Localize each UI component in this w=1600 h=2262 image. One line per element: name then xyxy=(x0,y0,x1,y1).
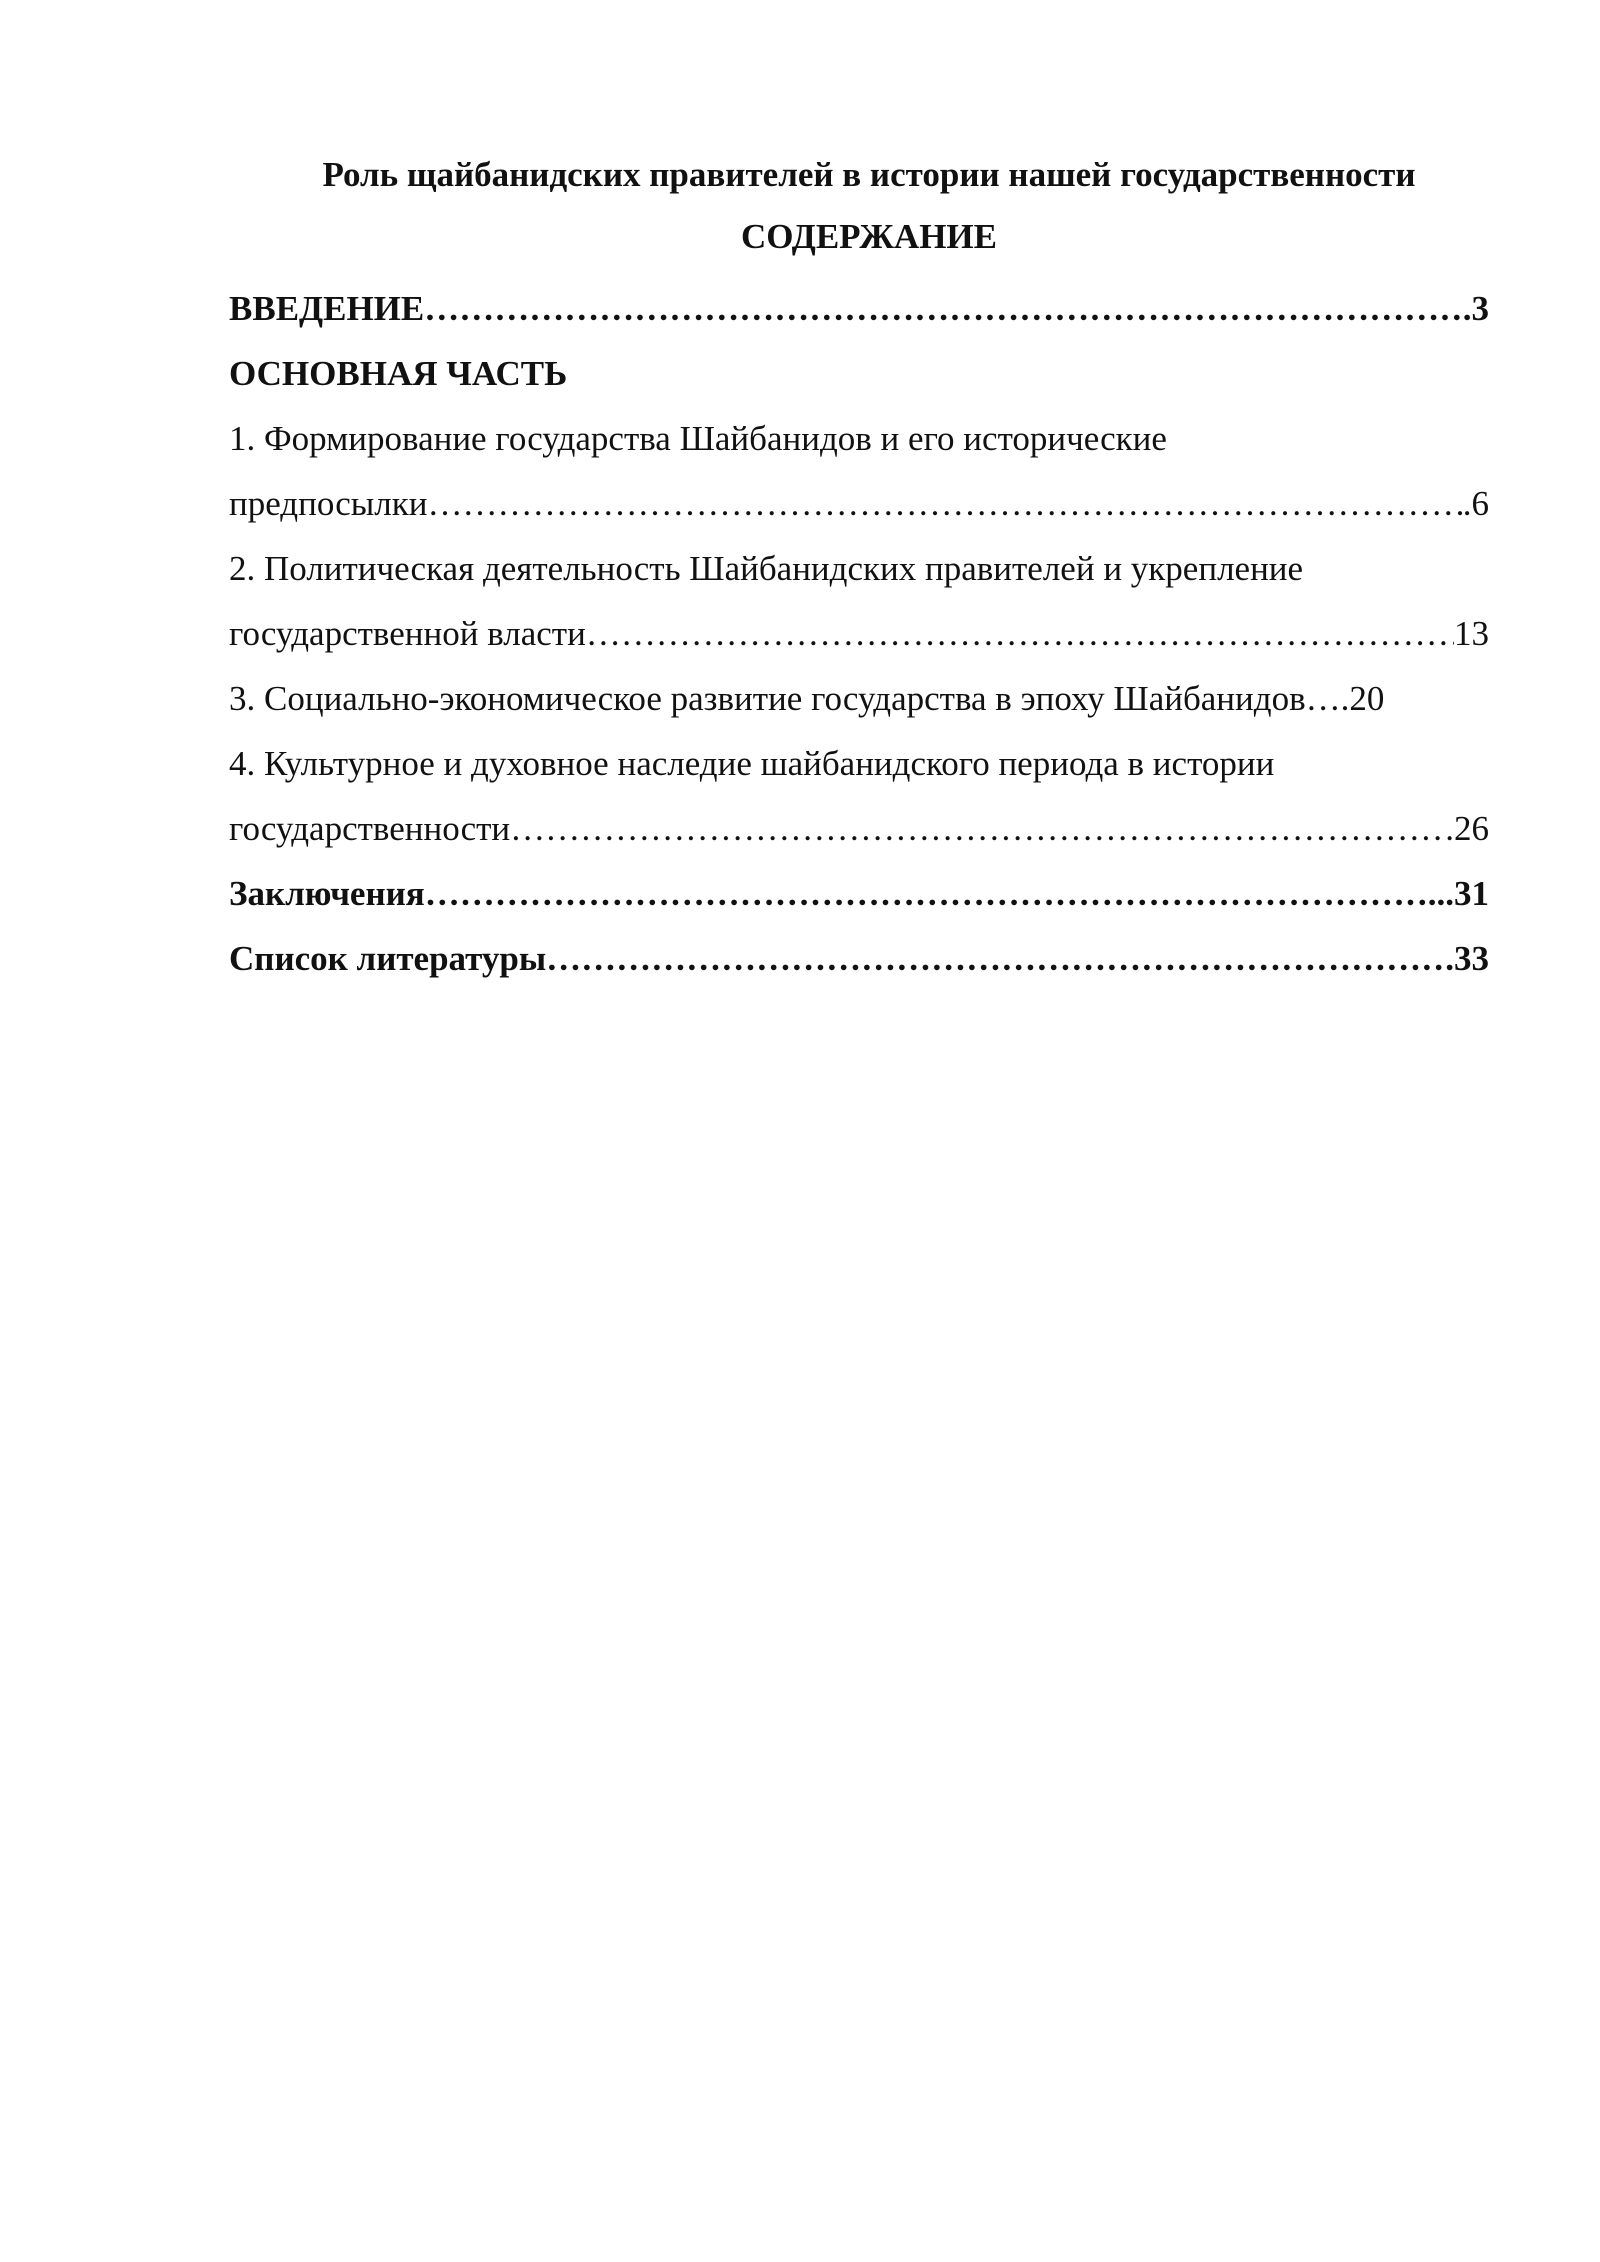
toc-leader-dots xyxy=(424,276,1462,341)
toc-page-number: .26 xyxy=(1445,809,1489,848)
toc-leader-dots xyxy=(427,471,1462,536)
toc-leader-dots xyxy=(586,601,1454,666)
toc-entry-references xyxy=(229,926,1489,991)
toc-page-number: .33 xyxy=(1445,939,1489,978)
toc-entry-ch4-line1: 4. Культурное и духовное наследие шайбанидского периода в истории xyxy=(229,744,1275,783)
toc-entry-label: государственности xyxy=(229,809,511,848)
toc-section-main-part: ОСНОВНАЯ ЧАСТЬ xyxy=(229,354,568,393)
toc-leader-dots xyxy=(425,861,1428,926)
toc-page-number: ….20 xyxy=(1305,679,1385,718)
toc-entry-label: Список литературы xyxy=(229,939,547,978)
toc-page-number: 13 xyxy=(1454,614,1489,653)
toc-entry-label: предпосылки xyxy=(229,484,428,523)
toc-entry-ch1-line1: 1. Формирование государства Шайбанидов и его исторические xyxy=(229,419,1167,458)
toc-entry-ch1 xyxy=(229,471,1489,536)
toc-entry-label: ВВЕДЕНИЕ xyxy=(229,289,425,328)
toc-entry-conclusion xyxy=(229,861,1489,926)
toc-page-number: .6 xyxy=(1462,484,1489,523)
toc-entry-label: 3. Социально-экономическое развитие государства в эпоху Шайбанидов xyxy=(229,679,1306,718)
toc-heading: СОДЕРЖАНИЕ xyxy=(740,217,997,256)
toc-entry-intro xyxy=(229,276,1489,341)
document-page xyxy=(229,150,1489,991)
toc-entry-ch2-line1: 2. Политическая деятельность Шайбанидских правителей и укрепление xyxy=(229,549,1304,588)
toc-entry-label: государственной власти xyxy=(229,614,586,653)
document-title: Роль щайбанидских правителей в истории нашей государственности xyxy=(322,155,1416,194)
toc-leader-dots xyxy=(510,796,1445,861)
toc-entry-ch2 xyxy=(229,601,1489,666)
toc-page-number: ...31 xyxy=(1427,874,1489,913)
toc-entry-ch4 xyxy=(229,796,1489,861)
toc-entry-label: Заключения xyxy=(229,874,425,913)
toc-page-number: .3 xyxy=(1462,289,1489,328)
toc-leader-dots xyxy=(546,926,1445,991)
toc-entry-ch3 xyxy=(229,666,1489,731)
